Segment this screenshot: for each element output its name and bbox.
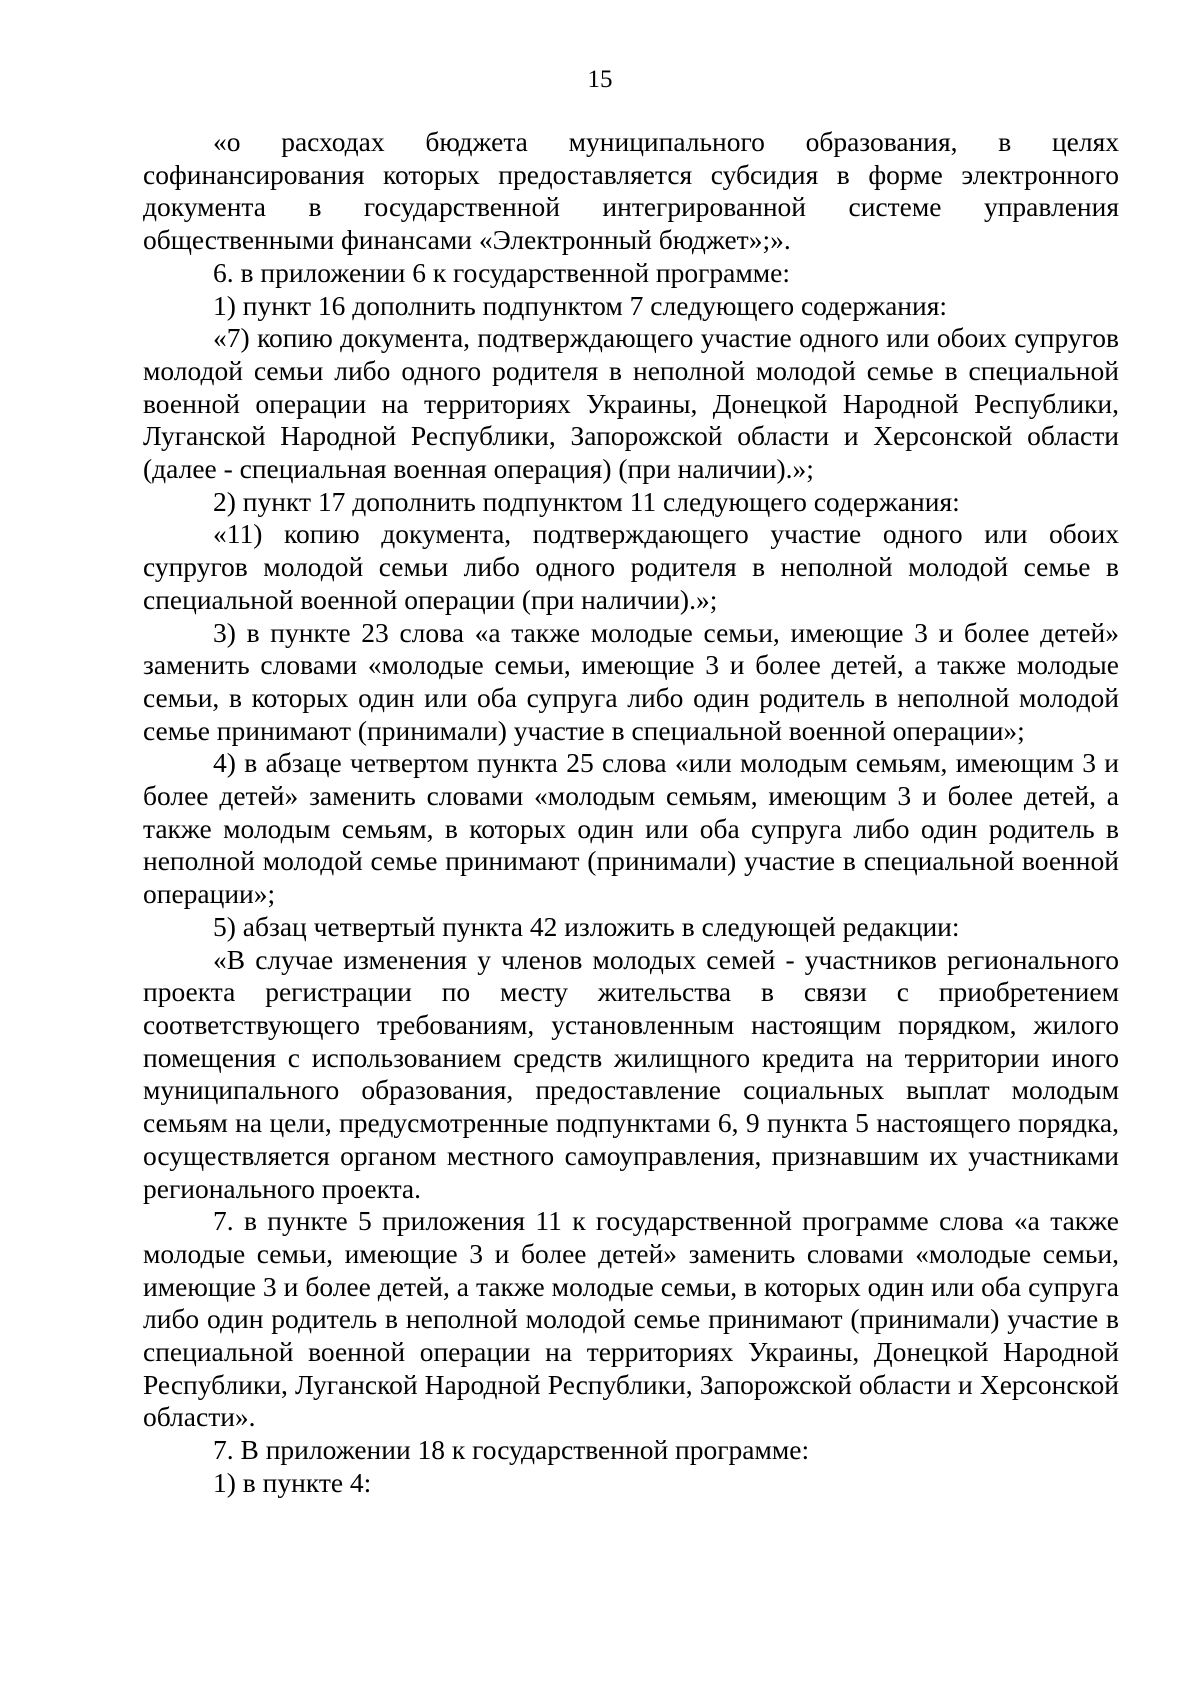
paragraph-item-42-text: «В случае изменения у членов молодых семей - участников регионального проекта регистрации по месту жительства в связи с приобретением соответствующего требованиям, установленным настоящим порядком, жилого помещения с использованием средств жилищного кредита на территории иного муниципального образования, предоставление социальных выплат молодым семьям на цели, предусмотренные подпунктами 6, 9 пункта 5 настоящего порядка, осуществляется органом местного самоуправления, признавшим их участниками регионального проекта. <box>143 943 1119 1204</box>
paragraph-item-4: 1) в пункте 4: <box>213 1466 372 1498</box>
paragraph-item-17: 2) пункт 17 дополнить подпунктом 11 следующего содержания: <box>213 485 960 517</box>
paragraph-subitem-11: «11) копию документа, подтверждающего участие одного или обоих супругов молодой семьи либо одного родителя в неполной молодой семье в специальной военной операции (при наличии).»; <box>143 518 1119 615</box>
paragraph-item-25: 4) в абзаце четвертом пункта 25 слова «или молодым семьям, имеющим 3 и более детей» заменить словами «молодым семьям, имеющим 3 и более детей, а также молодым семьям, в которых один или оба супруга либо один родитель в неполной молодой семье принимают (принимали) участие в специальной военной операции»; <box>143 747 1119 910</box>
page-number: 15 <box>587 66 613 93</box>
paragraph-appendix-6: 6. в приложении 6 к государственной программе: <box>213 256 791 288</box>
paragraph-budget-expenses: «о расходах бюджета муниципального образования, в целях софинансирования которых предоставляется субсидия в форме электронного документа в государственной интегрированной системе управления общественными финансами «Электронный бюджет»;». <box>143 126 1119 256</box>
paragraph-item-16: 1) пункт 16 дополнить подпунктом 7 следующего содержания: <box>213 289 948 321</box>
paragraph-appendix-18: 7. В приложении 18 к государственной программе: <box>213 1434 810 1466</box>
paragraph-appendix-11: 7. в пункте 5 приложения 11 к государственной программе слова «а также молодые семьи, имеющие 3 и более детей» заменить словами «молодые семьи, имеющие 3 и более детей, а также молодые семьи, в которых один или оба супруга либо один родитель в неполной молодой семье принимают (принимали) участие в специальной военной операции на территориях Украины, Донецкой Народной Республики, Луганской Народной Республики, Запорожской области и Херсонской области». <box>143 1205 1119 1433</box>
document-body <box>143 126 1119 1500</box>
paragraph-item-42: 5) абзац четвертый пункта 42 изложить в следующей редакции: <box>213 910 960 942</box>
paragraph-item-23: 3) в пункте 23 слова «а также молодые семьи, имеющие 3 и более детей» заменить словами «молодые семьи, имеющие 3 и более детей, а также молодые семьи, в которых один или оба супруга либо один родитель в неполной молодой семье принимают (принимали) участие в специальной военной операции»; <box>143 616 1119 746</box>
paragraph-subitem-7: «7) копию документа, подтверждающего участие одного или обоих супругов молодой семьи либо одного родителя в неполной молодой семье в специальной военной операции на территориях Украины, Донецкой Народной Республики, Луганской Народной Республики, Запорожской области и Херсонской области (далее - специальная военная операция) (при наличии).»; <box>143 322 1119 485</box>
